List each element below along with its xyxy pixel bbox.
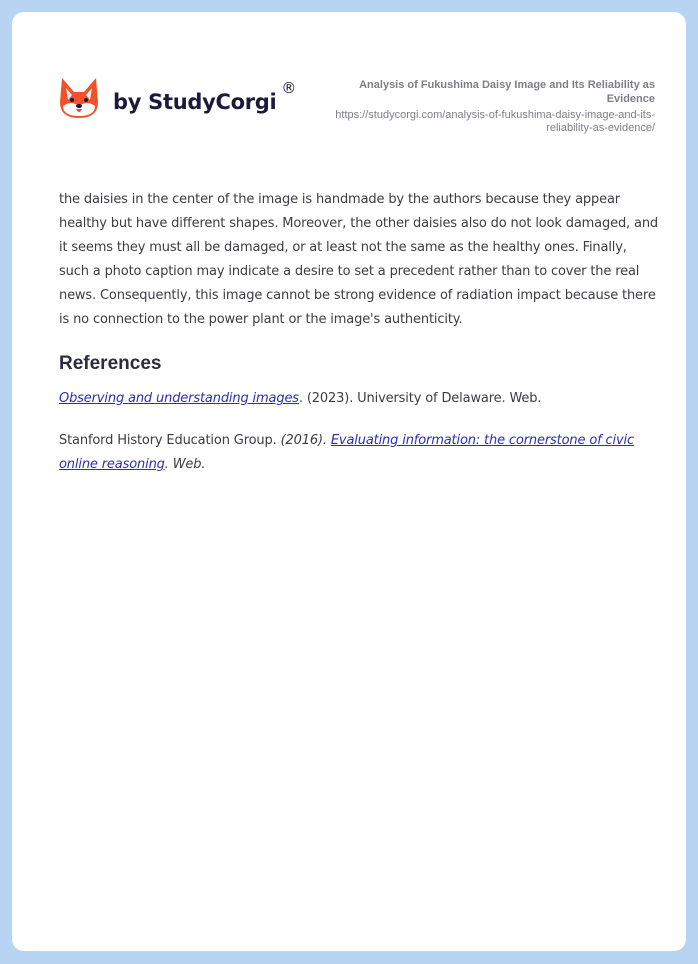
corgi-logo-icon: [59, 76, 99, 120]
registered-mark: ®: [281, 79, 297, 97]
studycorgi-logo[interactable]: [59, 76, 296, 120]
document-meta: [315, 78, 655, 135]
document-body: [59, 188, 659, 477]
reference-details: . (2023). University of Delaware. Web.: [298, 391, 542, 406]
references-heading: References: [59, 353, 162, 374]
body-paragraph: the daisies in the center of the image is handmade by the authors because they appear healthy but have different shapes. Moreover, the other daisies also do not look damaged, and it seems they must all be damaged, or at least not the same as the healthy ones. Finally, such a photo caption may indicate a desire to set a precedent rather than to cover the real news. Consequently, this image cannot be strong evidence of radiation impact because there is no connection to the power plant or the image's authenticity.: [59, 192, 659, 327]
brand-name: by StudyCorgi: [113, 90, 277, 114]
document-card: [12, 12, 686, 951]
reference-link[interactable]: Observing and understanding images: [59, 391, 299, 406]
reference-item: [59, 429, 659, 477]
document-title: Analysis of Fukushima Daisy Image and Its Reliability as Evidence: [359, 79, 655, 105]
reference-author: Stanford History Education Group.: [59, 433, 281, 448]
reference-item: [59, 387, 659, 411]
document-url[interactable]: https://studycorgi.com/analysis-of-fukushima-daisy-image-and-its-reliability-as-evidence/: [335, 109, 655, 134]
reference-details: . Web.: [164, 457, 206, 472]
reference-year: (2016).: [280, 433, 331, 448]
reference-link[interactable]: Evaluating information: the cornerstone of civic online reasoning: [59, 433, 635, 472]
page-header: [59, 72, 655, 142]
